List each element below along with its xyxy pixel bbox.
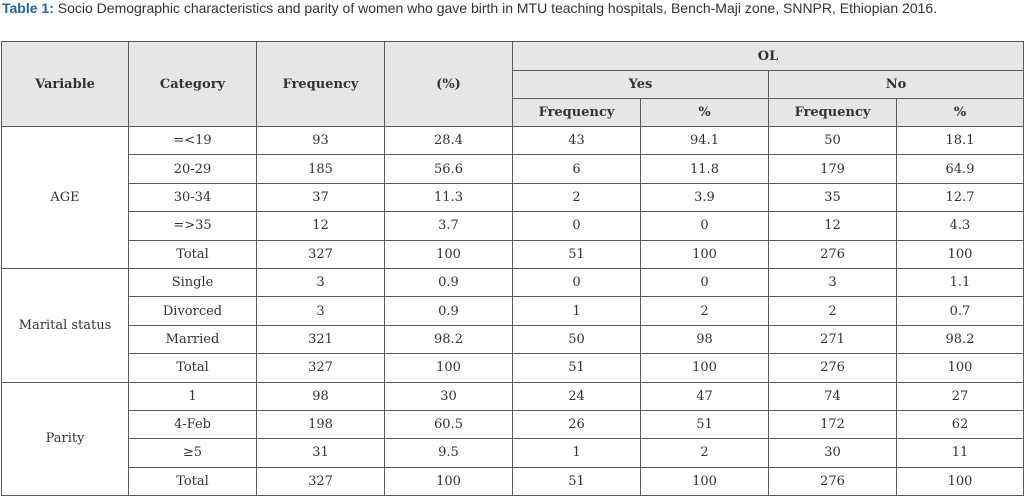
- table-caption-label: Table 1:: [2, 0, 54, 16]
- frequency-cell: 12: [257, 212, 385, 240]
- header-percent: (%): [385, 42, 513, 127]
- yes-percent-cell: 100: [641, 354, 769, 382]
- variable-cell: AGE: [2, 127, 129, 269]
- no-frequency-cell: 276: [769, 240, 897, 268]
- header-category: Category: [129, 42, 257, 127]
- no-frequency-cell: 179: [769, 155, 897, 183]
- yes-percent-cell: 0: [641, 212, 769, 240]
- frequency-cell: 31: [257, 439, 385, 467]
- no-percent-cell: 4.3: [897, 212, 1024, 240]
- no-frequency-cell: 172: [769, 410, 897, 438]
- category-cell: 1: [129, 382, 257, 410]
- no-percent-cell: 27: [897, 382, 1024, 410]
- yes-percent-cell: 2: [641, 297, 769, 325]
- yes-frequency-cell: 26: [513, 410, 641, 438]
- category-cell: =<19: [129, 127, 257, 155]
- table-caption-text: Socio Demographic characteristics and parity of women who gave birth in MTU teaching hospitals, Bench-Maji zone, SNNPR, Ethiopian 2016.: [53, 0, 938, 16]
- yes-percent-cell: 98: [641, 325, 769, 353]
- yes-percent-cell: 47: [641, 382, 769, 410]
- yes-percent-cell: 0: [641, 268, 769, 296]
- percent-cell: 30: [385, 382, 513, 410]
- no-frequency-cell: 35: [769, 183, 897, 211]
- frequency-cell: 93: [257, 127, 385, 155]
- no-percent-cell: 1.1: [897, 268, 1024, 296]
- yes-frequency-cell: 6: [513, 155, 641, 183]
- variable-cell: Marital status: [2, 268, 129, 382]
- yes-percent-cell: 51: [641, 410, 769, 438]
- category-cell: 30-34: [129, 183, 257, 211]
- table-row: [2, 382, 1024, 410]
- yes-frequency-cell: 43: [513, 127, 641, 155]
- yes-percent-cell: 94.1: [641, 127, 769, 155]
- category-cell: Total: [129, 467, 257, 495]
- yes-percent-cell: 100: [641, 240, 769, 268]
- frequency-cell: 198: [257, 410, 385, 438]
- header-no-percent: %: [897, 99, 1024, 127]
- no-frequency-cell: 3: [769, 268, 897, 296]
- table-row: [2, 467, 1024, 495]
- table-row: [2, 325, 1024, 353]
- frequency-cell: 98: [257, 382, 385, 410]
- no-frequency-cell: 30: [769, 439, 897, 467]
- percent-cell: 60.5: [385, 410, 513, 438]
- no-frequency-cell: 2: [769, 297, 897, 325]
- category-cell: 4-Feb: [129, 410, 257, 438]
- no-percent-cell: 62: [897, 410, 1024, 438]
- no-percent-cell: 12.7: [897, 183, 1024, 211]
- yes-frequency-cell: 51: [513, 354, 641, 382]
- header-ol: OL: [513, 42, 1024, 71]
- no-frequency-cell: 271: [769, 325, 897, 353]
- data-table: [1, 41, 1024, 496]
- category-cell: Married: [129, 325, 257, 353]
- table-row: [2, 410, 1024, 438]
- percent-cell: 100: [385, 354, 513, 382]
- yes-frequency-cell: 0: [513, 268, 641, 296]
- category-cell: ≥5: [129, 439, 257, 467]
- percent-cell: 0.9: [385, 268, 513, 296]
- table-body: [2, 127, 1024, 496]
- no-percent-cell: 0.7: [897, 297, 1024, 325]
- header-frequency: Frequency: [257, 42, 385, 127]
- no-frequency-cell: 276: [769, 467, 897, 495]
- table-row: [2, 212, 1024, 240]
- no-percent-cell: 100: [897, 240, 1024, 268]
- no-frequency-cell: 12: [769, 212, 897, 240]
- no-percent-cell: 64.9: [897, 155, 1024, 183]
- percent-cell: 3.7: [385, 212, 513, 240]
- no-frequency-cell: 50: [769, 127, 897, 155]
- no-percent-cell: 11: [897, 439, 1024, 467]
- yes-percent-cell: 2: [641, 439, 769, 467]
- yes-percent-cell: 3.9: [641, 183, 769, 211]
- frequency-cell: 327: [257, 467, 385, 495]
- table-row: [2, 127, 1024, 155]
- percent-cell: 98.2: [385, 325, 513, 353]
- header-yes-percent: %: [641, 99, 769, 127]
- variable-cell: Parity: [2, 382, 129, 496]
- percent-cell: 9.5: [385, 439, 513, 467]
- yes-frequency-cell: 0: [513, 212, 641, 240]
- table-row: [2, 155, 1024, 183]
- yes-frequency-cell: 1: [513, 439, 641, 467]
- header-yes-frequency: Frequency: [513, 99, 641, 127]
- frequency-cell: 3: [257, 297, 385, 325]
- header-variable: Variable: [2, 42, 129, 127]
- table-row: [2, 439, 1024, 467]
- frequency-cell: 37: [257, 183, 385, 211]
- category-cell: =>35: [129, 212, 257, 240]
- table-row: [2, 268, 1024, 296]
- percent-cell: 100: [385, 240, 513, 268]
- table-row: [2, 297, 1024, 325]
- category-cell: Divorced: [129, 297, 257, 325]
- header-no: No: [769, 71, 1024, 99]
- table-header: [2, 42, 1024, 127]
- yes-percent-cell: 100: [641, 467, 769, 495]
- category-cell: Total: [129, 354, 257, 382]
- yes-frequency-cell: 51: [513, 240, 641, 268]
- frequency-cell: 185: [257, 155, 385, 183]
- frequency-cell: 3: [257, 268, 385, 296]
- yes-frequency-cell: 24: [513, 382, 641, 410]
- category-cell: 20-29: [129, 155, 257, 183]
- yes-percent-cell: 11.8: [641, 155, 769, 183]
- category-cell: Total: [129, 240, 257, 268]
- percent-cell: 56.6: [385, 155, 513, 183]
- table-row: [2, 240, 1024, 268]
- no-percent-cell: 98.2: [897, 325, 1024, 353]
- header-no-frequency: Frequency: [769, 99, 897, 127]
- category-cell: Single: [129, 268, 257, 296]
- table-caption: [2, 0, 1023, 17]
- no-percent-cell: 18.1: [897, 127, 1024, 155]
- percent-cell: 28.4: [385, 127, 513, 155]
- no-frequency-cell: 74: [769, 382, 897, 410]
- no-percent-cell: 100: [897, 354, 1024, 382]
- frequency-cell: 321: [257, 325, 385, 353]
- yes-frequency-cell: 2: [513, 183, 641, 211]
- table-row: [2, 354, 1024, 382]
- yes-frequency-cell: 50: [513, 325, 641, 353]
- no-percent-cell: 100: [897, 467, 1024, 495]
- percent-cell: 0.9: [385, 297, 513, 325]
- frequency-cell: 327: [257, 240, 385, 268]
- no-frequency-cell: 276: [769, 354, 897, 382]
- yes-frequency-cell: 1: [513, 297, 641, 325]
- table-row: [2, 183, 1024, 211]
- percent-cell: 100: [385, 467, 513, 495]
- frequency-cell: 327: [257, 354, 385, 382]
- header-yes: Yes: [513, 71, 769, 99]
- yes-frequency-cell: 51: [513, 467, 641, 495]
- percent-cell: 11.3: [385, 183, 513, 211]
